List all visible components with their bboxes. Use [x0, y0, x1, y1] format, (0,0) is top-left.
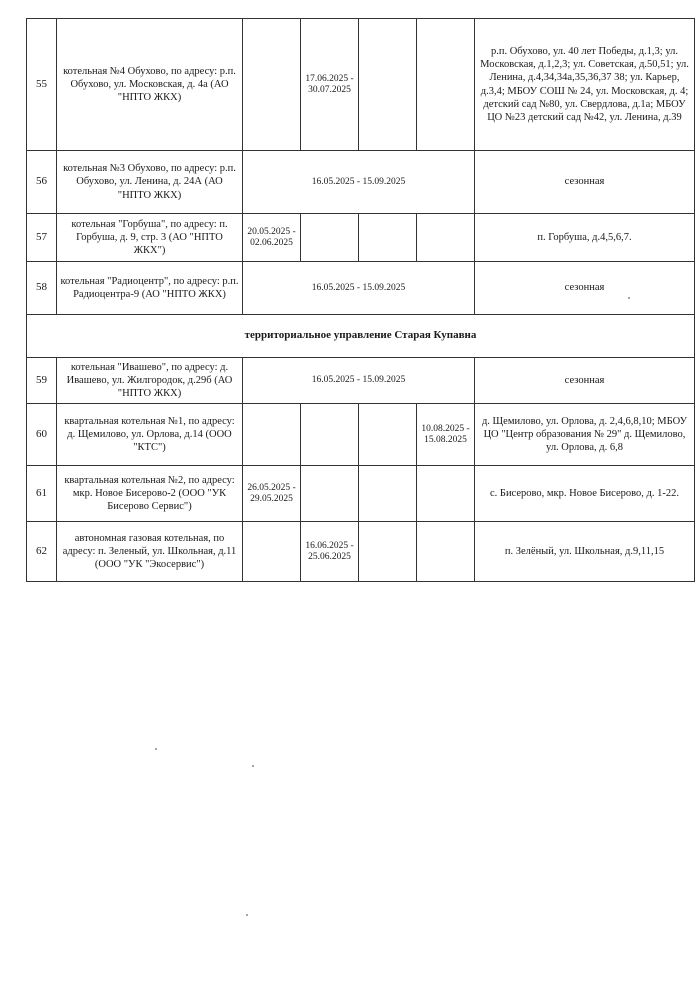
boiler-name: квартальная котельная №2, по адресу: мкр. Новое Бисерово-2 (ООО "УК Бисерово Сервис") — [57, 466, 243, 522]
boiler-name: котельная "Горбуша", по адресу: п. Горбуша, д. 9, стр. 3 (АО "НПТО ЖКХ") — [57, 214, 243, 262]
row-number: 59 — [27, 358, 57, 404]
shutdown-period: 16.06.2025 - 25.06.2025 — [301, 522, 359, 582]
served-addresses: п. Зелёный, ул. Школьная, д.9,11,15 — [475, 522, 695, 582]
empty-cell — [301, 404, 359, 466]
served-addresses: с. Бисерово, мкр. Новое Бисерово, д. 1-22. — [475, 466, 695, 522]
empty-cell — [301, 214, 359, 262]
table-row — [27, 522, 695, 582]
row-number: 58 — [27, 262, 57, 315]
heating-shutdown-table — [26, 18, 695, 582]
table-row — [27, 214, 695, 262]
row-number: 61 — [27, 466, 57, 522]
scan-speck — [628, 297, 630, 299]
empty-cell — [243, 404, 301, 466]
table-row — [27, 466, 695, 522]
boiler-name: котельная "Радиоцентр", по адресу: р.п. Радиоцентра-9 (АО "НПТО ЖКХ) — [57, 262, 243, 315]
boiler-name: автономная газовая котельная, по адресу: п. Зеленый, ул. Школьная, д.11 (ООО "УК "Экосервис") — [57, 522, 243, 582]
served-addresses: сезонная — [475, 262, 695, 315]
scan-speck — [155, 748, 157, 750]
shutdown-period: 26.05.2025 - 29.05.2025 — [243, 466, 301, 522]
served-addresses: сезонная — [475, 358, 695, 404]
boiler-name: квартальная котельная №1, по адресу: д. Щемилово, ул. Орлова, д.14 (ООО "КТС") — [57, 404, 243, 466]
served-addresses: р.п. Обухово, ул. 40 лет Победы, д.1,3; ул. Московская, д.1,2,3; ул. Советская, д.50,51; ул. Ленина, д.4,34,34а,35,36,37 38; ул. Карьер, д.3,4; МБОУ СОШ № 24, ул. Московская, д. 4; детский сад №80, ул. Свердлова, д.1а; МБОУ ЦО №23 детский сад №42, ул. Ленина, д.39 — [475, 19, 695, 151]
empty-cell — [359, 214, 417, 262]
boiler-name: котельная "Ивашево", по адресу: д. Ивашево, ул. Жилгородок, д.29б (АО "НПТО ЖКХ) — [57, 358, 243, 404]
empty-cell — [359, 19, 417, 151]
row-number: 57 — [27, 214, 57, 262]
served-addresses: д. Щемилово, ул. Орлова, д. 2,4,6,8,10; МБОУ ЦО "Центр образования № 29" д. Щемилово, ул. Орлова, д. 6,8 — [475, 404, 695, 466]
empty-cell — [417, 19, 475, 151]
shutdown-period: 16.05.2025 - 15.09.2025 — [243, 262, 475, 315]
row-number: 62 — [27, 522, 57, 582]
empty-cell — [417, 466, 475, 522]
empty-cell — [301, 466, 359, 522]
section-title: территориальное управление Старая Купавна — [27, 315, 695, 358]
empty-cell — [417, 214, 475, 262]
section-row — [27, 315, 695, 358]
row-number: 55 — [27, 19, 57, 151]
shutdown-period: 16.05.2025 - 15.09.2025 — [243, 358, 475, 404]
empty-cell — [359, 466, 417, 522]
row-number: 60 — [27, 404, 57, 466]
scan-speck — [252, 765, 254, 767]
shutdown-period: 16.05.2025 - 15.09.2025 — [243, 151, 475, 214]
served-addresses: сезонная — [475, 151, 695, 214]
shutdown-period: 10.08.2025 - 15.08.2025 — [417, 404, 475, 466]
empty-cell — [417, 522, 475, 582]
shutdown-period: 20.05.2025 - 02.06.2025 — [243, 214, 301, 262]
table-row — [27, 404, 695, 466]
empty-cell — [359, 522, 417, 582]
boiler-name: котельная №4 Обухово, по адресу: р.п. Обухово, ул. Московская, д. 4а (АО "НПТО ЖКХ) — [57, 19, 243, 151]
table-row — [27, 358, 695, 404]
table-row — [27, 151, 695, 214]
served-addresses: п. Горбуша, д.4,5,6,7. — [475, 214, 695, 262]
empty-cell — [243, 19, 301, 151]
shutdown-period: 17.06.2025 - 30.07.2025 — [301, 19, 359, 151]
empty-cell — [243, 522, 301, 582]
row-number: 56 — [27, 151, 57, 214]
empty-cell — [359, 404, 417, 466]
table-row — [27, 262, 695, 315]
scan-speck — [246, 914, 248, 916]
table-row — [27, 19, 695, 151]
boiler-name: котельная №3 Обухово, по адресу: р.п. Обухово, ул. Ленина, д. 24А (АО "НПТО ЖКХ) — [57, 151, 243, 214]
